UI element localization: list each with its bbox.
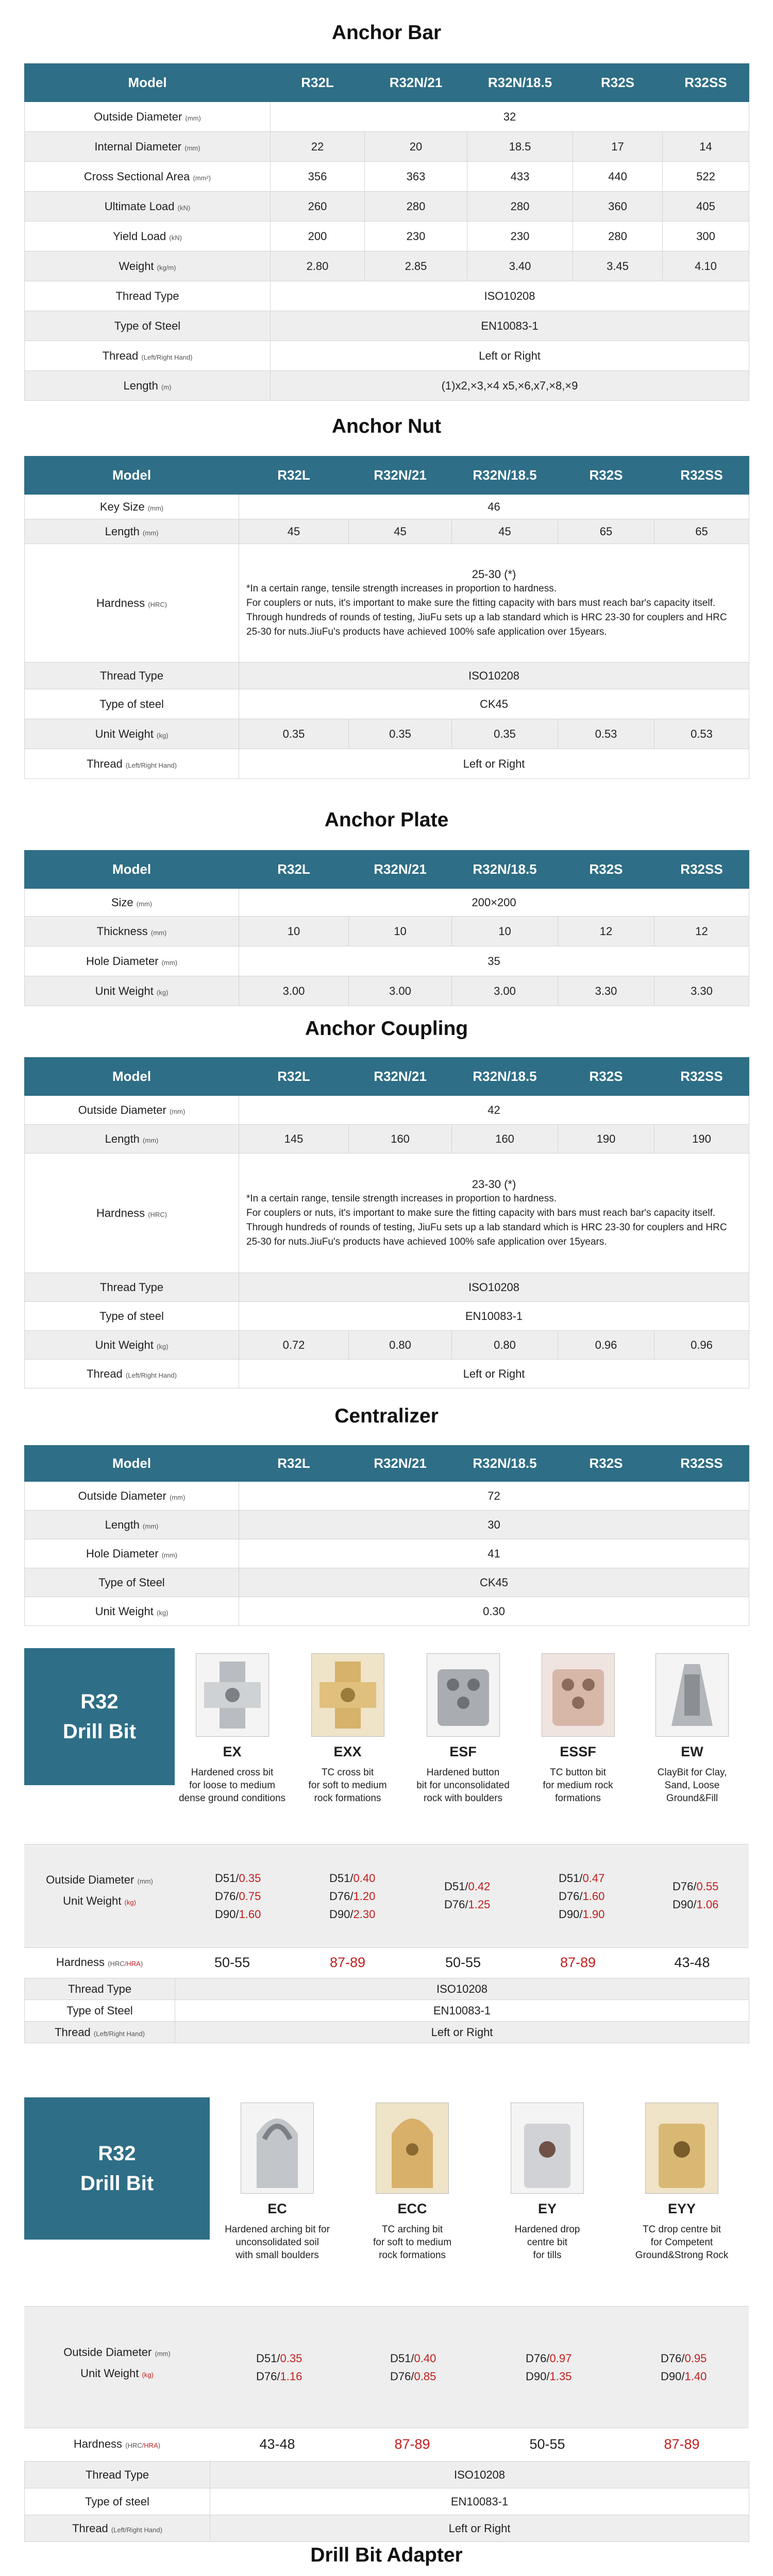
header-r32n21: R32N/21 — [349, 1446, 452, 1482]
bit-values: D51/0.40 D76/1.20 D90/2.30 — [329, 1872, 376, 1921]
header-r32l: R32L — [239, 456, 349, 495]
row-label: Unit Weight (kg) — [25, 976, 239, 1006]
row-label: Size (mm) — [25, 889, 239, 917]
header-r32n185: R32N/18.5 — [452, 1446, 558, 1482]
drill-bit-block-2 — [24, 2097, 749, 2535]
table-row — [25, 1273, 749, 1302]
hardness-value: 50-55 — [529, 2436, 565, 2452]
table-row — [25, 2488, 749, 2515]
table-row — [25, 1597, 749, 1626]
row-value: Left or Right — [239, 1360, 749, 1388]
header-r32l: R32L — [239, 851, 349, 889]
hardness-value: 50-55 — [445, 1955, 481, 1970]
bit-description: TC button bit for medium rock formations — [543, 1767, 613, 1804]
row-label: Key Size (mm) — [25, 495, 239, 519]
header-r32n21: R32N/21 — [349, 456, 452, 495]
table-row — [25, 2022, 749, 2043]
bit-column — [345, 2097, 480, 2262]
arching-bit-icon — [241, 2103, 314, 2194]
table-row — [25, 102, 749, 132]
table-row — [25, 749, 749, 779]
header-r32s: R32S — [558, 1058, 654, 1096]
row-label: Unit Weight (kg) — [25, 1331, 239, 1360]
header-r32l: R32L — [239, 1058, 349, 1096]
cell: 65 — [558, 519, 654, 544]
cell: 440 — [573, 162, 663, 192]
cell: 20 — [365, 132, 467, 162]
table-header — [25, 851, 749, 889]
note-line: For couplers or nuts, it's important to make sure the fitting capacity with bars must reach bar's capacity itself. Through hundreds of rounds of testing, JiuFu sets up a lab standard which is HRC 23-30 for couplers and HRC 25-30 for nuts.JiuFu's products have achieved 100% safe application over 15years. — [246, 597, 727, 637]
cell: 0.96 — [654, 1331, 749, 1360]
cell: 0.72 — [239, 1331, 349, 1360]
row-label: Hardness (HRC) — [25, 544, 239, 663]
bit-description: TC drop centre bit for Competent Ground&Strong Rock — [635, 2224, 729, 2261]
header-r32ss: R32SS — [654, 851, 749, 889]
table-row — [25, 719, 749, 749]
drop-centre-bit-icon — [511, 2103, 584, 2194]
table-row — [25, 1978, 749, 2000]
row-value: Left or Right — [175, 2022, 749, 2043]
row-label: Thread Type — [25, 2462, 210, 2488]
cell: 22 — [271, 132, 365, 162]
drill-bit-heading: R32 Drill Bit — [24, 2097, 210, 2240]
row-label: Outside Diameter (mm) — [25, 1096, 239, 1125]
cell: 18.5 — [467, 132, 573, 162]
row-value: ISO10208 — [271, 281, 749, 311]
diameter-weight-row — [24, 2306, 749, 2428]
table-row — [25, 1302, 749, 1331]
cell: 45 — [239, 519, 349, 544]
cell: 3.40 — [467, 251, 573, 281]
cell: 280 — [467, 192, 573, 222]
header-r32l: R32L — [239, 1446, 349, 1482]
hardness-value: 87-89 — [560, 1955, 596, 1970]
cell: 405 — [663, 192, 749, 222]
anchor-bar-title: Anchor Bar — [331, 22, 442, 44]
row-value: 32 — [271, 102, 749, 132]
tc-drop-centre-bit-icon — [645, 2103, 718, 2194]
row-label: Length (m) — [25, 371, 271, 401]
row-label: Thickness (mm) — [25, 917, 239, 946]
header-r32n21: R32N/21 — [349, 851, 452, 889]
header-model: Model — [25, 456, 239, 495]
cell: 2.85 — [365, 251, 467, 281]
table-row — [25, 192, 749, 222]
table-row — [25, 1125, 749, 1154]
table-row — [25, 495, 749, 519]
cell: 4.10 — [663, 251, 749, 281]
row-value: Left or Right — [239, 749, 749, 779]
table-row — [25, 1568, 749, 1597]
hardness-value: 87-89 — [329, 1955, 366, 1970]
cross-bit-icon — [196, 1653, 269, 1737]
cell: 12 — [558, 917, 654, 946]
cell: 12 — [654, 917, 749, 946]
bit-description: TC arching bit for soft to medium rock formations — [373, 2224, 452, 2261]
header-r32l: R32L — [271, 64, 365, 102]
row-label: Type of steel — [25, 689, 239, 719]
cell: 260 — [271, 192, 365, 222]
button-bit-icon — [427, 1653, 500, 1737]
row-label: Type of Steel — [25, 2000, 175, 2022]
row-label: Thread Type — [25, 663, 239, 689]
row-value: (1)x2,×3,×4 x5,×6,x7,×8,×9 — [271, 371, 749, 401]
table-row — [25, 689, 749, 719]
tc-cross-bit-icon — [311, 1653, 384, 1737]
bit-name: ESSF — [560, 1744, 596, 1759]
row-value: CK45 — [239, 689, 749, 719]
row-label: Thread (Left/Right Hand) — [25, 341, 271, 371]
diameter-weight-row — [24, 1844, 749, 1948]
bit-name: ECC — [397, 2201, 427, 2216]
bit-column — [635, 1648, 749, 1805]
table-header — [25, 1058, 749, 1096]
cell: 522 — [663, 162, 749, 192]
bit-values: D76/0.97 D90/1.35 — [526, 2352, 572, 2383]
hardness-row — [24, 1947, 749, 1978]
bit-name: EY — [537, 2201, 557, 2216]
cell: 160 — [452, 1125, 558, 1154]
adapter-title: Drill Bit Adapter — [310, 2544, 463, 2566]
row-label: Outside Diameter (mm) Unit Weight (kg) — [46, 1873, 153, 1907]
cell: 0.80 — [349, 1331, 452, 1360]
row-label: Thread Type — [25, 281, 271, 311]
cell: 3.45 — [573, 251, 663, 281]
tc-button-bit-icon — [542, 1653, 615, 1737]
row-label: Hardness (HRC/HRA) — [56, 1956, 143, 1969]
row-value: ISO10208 — [239, 1273, 749, 1302]
cell: 10 — [452, 917, 558, 946]
row-value: 0.30 — [239, 1597, 749, 1626]
bit-column — [175, 1648, 290, 1805]
cell: 280 — [365, 192, 467, 222]
row-value: EN10083-1 — [175, 2000, 749, 2022]
table-row — [25, 311, 749, 341]
row-label: Thread Type — [25, 1273, 239, 1302]
header-r32ss: R32SS — [654, 1446, 749, 1482]
anchor-nut-table — [24, 456, 749, 779]
bit-name: ESF — [449, 1744, 477, 1759]
table-row — [25, 2462, 749, 2488]
row-label: Outside Diameter (mm) Unit Weight (kg) — [63, 2346, 171, 2380]
bit-column — [615, 2097, 749, 2262]
cell: 300 — [663, 222, 749, 251]
cell: 45 — [452, 519, 558, 544]
row-label: Thread (Left/Right Hand) — [25, 1360, 239, 1388]
cell: 0.53 — [558, 719, 654, 749]
cell: 45 — [349, 519, 452, 544]
header-r32n185: R32N/18.5 — [452, 1058, 558, 1096]
row-label: Hardness (HRC/HRA) — [73, 2437, 161, 2450]
row-label: Outside Diameter (mm) — [25, 102, 271, 132]
table-row — [25, 1539, 749, 1568]
bit-name: EYY — [667, 2201, 696, 2216]
hardness-note — [239, 544, 749, 663]
cell: 0.35 — [239, 719, 349, 749]
note-line: *In a certain range, tensile strength increases in proportion to hardness. — [246, 583, 557, 594]
bit-description: Hardened button bit for unconsolidated rock with boulders — [416, 1767, 510, 1804]
anchor-bar-table — [24, 63, 749, 401]
row-label: Yield Load (kN) — [25, 222, 271, 251]
bit-values: D51/0.35 D76/1.16 — [256, 2352, 303, 2383]
row-label: Hole Diameter (mm) — [25, 1539, 239, 1568]
row-value: 42 — [239, 1096, 749, 1125]
bit-name: EX — [223, 1744, 242, 1759]
row-label: Weight (kg/m) — [25, 251, 271, 281]
drill-bit-2-common-table — [24, 2461, 749, 2542]
table-row — [25, 1482, 749, 1511]
row-value: 72 — [239, 1482, 749, 1511]
header-r32s: R32S — [558, 456, 654, 495]
table-row — [25, 1154, 749, 1273]
header-r32n185: R32N/18.5 — [452, 456, 558, 495]
cell: 14 — [663, 132, 749, 162]
hardness-value: 43-48 — [674, 1955, 710, 1970]
table-row — [25, 251, 749, 281]
cell: 0.80 — [452, 1331, 558, 1360]
table-header — [25, 64, 749, 102]
cell: 0.35 — [349, 719, 452, 749]
row-label: Type of steel — [25, 2488, 210, 2515]
cell: 433 — [467, 162, 573, 192]
cell: 160 — [349, 1125, 452, 1154]
bit-column — [406, 1648, 520, 1805]
table-row — [25, 976, 749, 1006]
cell: 3.30 — [558, 976, 654, 1006]
header-model: Model — [25, 1058, 239, 1096]
bit-description: ClayBit for Clay, Sand, Loose Ground&Fill — [657, 1767, 727, 1804]
cell: 280 — [573, 222, 663, 251]
row-value: EN10083-1 — [271, 311, 749, 341]
table-row — [25, 519, 749, 544]
hardness-note — [239, 1154, 749, 1273]
table-row — [25, 663, 749, 689]
row-value: 30 — [239, 1511, 749, 1539]
row-label: Type of Steel — [25, 311, 271, 341]
anchor-nut-title: Anchor Nut — [331, 415, 442, 437]
cell: 200 — [271, 222, 365, 251]
bit-values: D51/0.47 D76/1.60 D90/1.90 — [559, 1872, 605, 1921]
row-label: Cross Sectional Area (mm²) — [25, 162, 271, 192]
cell: 0.35 — [452, 719, 558, 749]
row-label: Ultimate Load (kN) — [25, 192, 271, 222]
cell: 190 — [558, 1125, 654, 1154]
header-r32ss: R32SS — [663, 64, 749, 102]
drill-bit-heading: R32 Drill Bit — [24, 1648, 175, 1785]
header-model: Model — [25, 851, 239, 889]
table-row — [25, 371, 749, 401]
row-value: Left or Right — [210, 2515, 749, 2542]
bit-name: EC — [267, 2201, 287, 2216]
cell: 230 — [467, 222, 573, 251]
bit-values: D51/0.40 D76/0.85 — [390, 2352, 436, 2383]
table-header — [25, 456, 749, 495]
note-line: For couplers or nuts, it's important to make sure the fitting capacity with bars must reach bar's capacity itself. Through hundreds of rounds of testing, JiuFu sets up a lab standard which is HRC 23-30 for couplers and HRC 25-30 for nuts.JiuFu's products have achieved 100% safe application over 15years. — [246, 1207, 727, 1247]
bit-description: Hardened arching bit for unconsolidated soil with small boulders — [225, 2224, 330, 2261]
cell: 3.00 — [239, 976, 349, 1006]
header-r32ss: R32SS — [654, 456, 749, 495]
bit-description: Hardened drop centre bit for tills — [514, 2224, 580, 2261]
header-r32n185: R32N/18.5 — [467, 64, 573, 102]
row-value: EN10083-1 — [239, 1302, 749, 1331]
table-row — [25, 544, 749, 663]
bit-values: D76/0.95 D90/1.40 — [661, 2352, 707, 2383]
bit-values: D51/0.42 D76/1.25 — [444, 1880, 491, 1911]
table-row — [25, 162, 749, 192]
row-label: Internal Diameter (mm) — [25, 132, 271, 162]
header-r32n185: R32N/18.5 — [452, 851, 558, 889]
row-value: 35 — [239, 946, 749, 976]
row-label: Thread (Left/Right Hand) — [25, 2515, 210, 2542]
table-row — [25, 1360, 749, 1388]
cell: 2.80 — [271, 251, 365, 281]
cell: 65 — [654, 519, 749, 544]
cell: 360 — [573, 192, 663, 222]
cell: 3.00 — [349, 976, 452, 1006]
bit-column — [520, 1648, 635, 1805]
row-value: ISO10208 — [175, 1978, 749, 2000]
header-r32s: R32S — [573, 64, 663, 102]
header-r32n21: R32N/21 — [349, 1058, 452, 1096]
cell: 3.30 — [654, 976, 749, 1006]
bit-description: TC cross bit for soft to medium rock formations — [308, 1767, 387, 1804]
table-row — [25, 2000, 749, 2022]
row-label: Hole Diameter (mm) — [25, 946, 239, 976]
row-label: Thread (Left/Right Hand) — [25, 2022, 175, 2043]
anchor-coupling-table — [24, 1057, 749, 1388]
bit-column — [290, 1648, 406, 1805]
row-value: CK45 — [239, 1568, 749, 1597]
row-value: Left or Right — [271, 341, 749, 371]
cell: 356 — [271, 162, 365, 192]
cell: 10 — [349, 917, 452, 946]
cell: 145 — [239, 1125, 349, 1154]
row-label: Length (mm) — [25, 1125, 239, 1154]
row-label: Thread Type — [25, 1978, 175, 2000]
row-label: Length (mm) — [25, 519, 239, 544]
clay-bit-icon — [656, 1653, 729, 1737]
tc-arching-bit-icon — [376, 2103, 449, 2194]
bit-name: EW — [681, 1744, 703, 1759]
table-row — [25, 222, 749, 251]
note-line: *In a certain range, tensile strength increases in proportion to hardness. — [246, 1193, 557, 1204]
table-row — [25, 1096, 749, 1125]
row-value: 41 — [239, 1539, 749, 1568]
hardness-value: 25-30 (*) — [472, 567, 516, 581]
row-value: ISO10208 — [239, 663, 749, 689]
header-r32n21: R32N/21 — [365, 64, 467, 102]
table-row — [25, 132, 749, 162]
row-label: Hardness (HRC) — [25, 1154, 239, 1273]
anchor-coupling-title: Anchor Coupling — [305, 1018, 468, 1040]
header-model: Model — [25, 1446, 239, 1482]
cell: 0.53 — [654, 719, 749, 749]
row-label: Unit Weight (kg) — [25, 719, 239, 749]
header-r32ss: R32SS — [654, 1058, 749, 1096]
hardness-value: 87-89 — [394, 2436, 430, 2452]
bit-description: Hardened cross bit for loose to medium dense ground conditions — [178, 1767, 286, 1804]
drill-bit-1-common-table — [24, 1978, 749, 2043]
cell: 10 — [239, 917, 349, 946]
header-r32s: R32S — [558, 1446, 654, 1482]
header-r32s: R32S — [558, 851, 654, 889]
row-label: Type of steel — [25, 1302, 239, 1331]
hardness-value: 50-55 — [214, 1955, 250, 1970]
table-header — [25, 1446, 749, 1482]
cell: 0.96 — [558, 1331, 654, 1360]
table-row — [25, 1331, 749, 1360]
row-value: ISO10208 — [210, 2462, 749, 2488]
row-value: 46 — [239, 495, 749, 519]
table-row — [25, 1511, 749, 1539]
bit-name: EXX — [333, 1744, 362, 1759]
bit-column — [210, 2097, 345, 2262]
cell: 230 — [365, 222, 467, 251]
hardness-value: 43-48 — [259, 2436, 295, 2452]
table-row — [25, 889, 749, 917]
bit-column — [480, 2097, 615, 2262]
table-row — [25, 281, 749, 311]
anchor-plate-title: Anchor Plate — [324, 809, 449, 831]
bit-values: D76/0.55 D90/1.06 — [673, 1880, 719, 1911]
hardness-value: 23-30 (*) — [472, 1177, 516, 1191]
row-label: Outside Diameter (mm) — [25, 1482, 239, 1511]
row-value: EN10083-1 — [210, 2488, 749, 2515]
hardness-value: 87-89 — [664, 2436, 700, 2452]
cell: 190 — [654, 1125, 749, 1154]
row-label: Unit Weight (kg) — [25, 1597, 239, 1626]
row-label: Type of Steel — [25, 1568, 239, 1597]
cell: 3.00 — [452, 976, 558, 1006]
hardness-row — [24, 2427, 749, 2462]
anchor-plate-table — [24, 850, 749, 1006]
row-label: Thread (Left/Right Hand) — [25, 749, 239, 779]
table-row — [25, 341, 749, 371]
cell: 17 — [573, 132, 663, 162]
table-row — [25, 946, 749, 976]
row-value: 200×200 — [239, 889, 749, 917]
drill-bit-block-1 — [24, 1648, 749, 2042]
row-label: Length (mm) — [25, 1511, 239, 1539]
table-row — [25, 2515, 749, 2542]
table-row — [25, 917, 749, 946]
centralizer-table — [24, 1445, 749, 1626]
header-model: Model — [25, 64, 271, 102]
bit-values: D51/0.35 D76/0.75 D90/1.60 — [215, 1872, 261, 1921]
cell: 363 — [365, 162, 467, 192]
centralizer-title: Centralizer — [334, 1405, 439, 1427]
